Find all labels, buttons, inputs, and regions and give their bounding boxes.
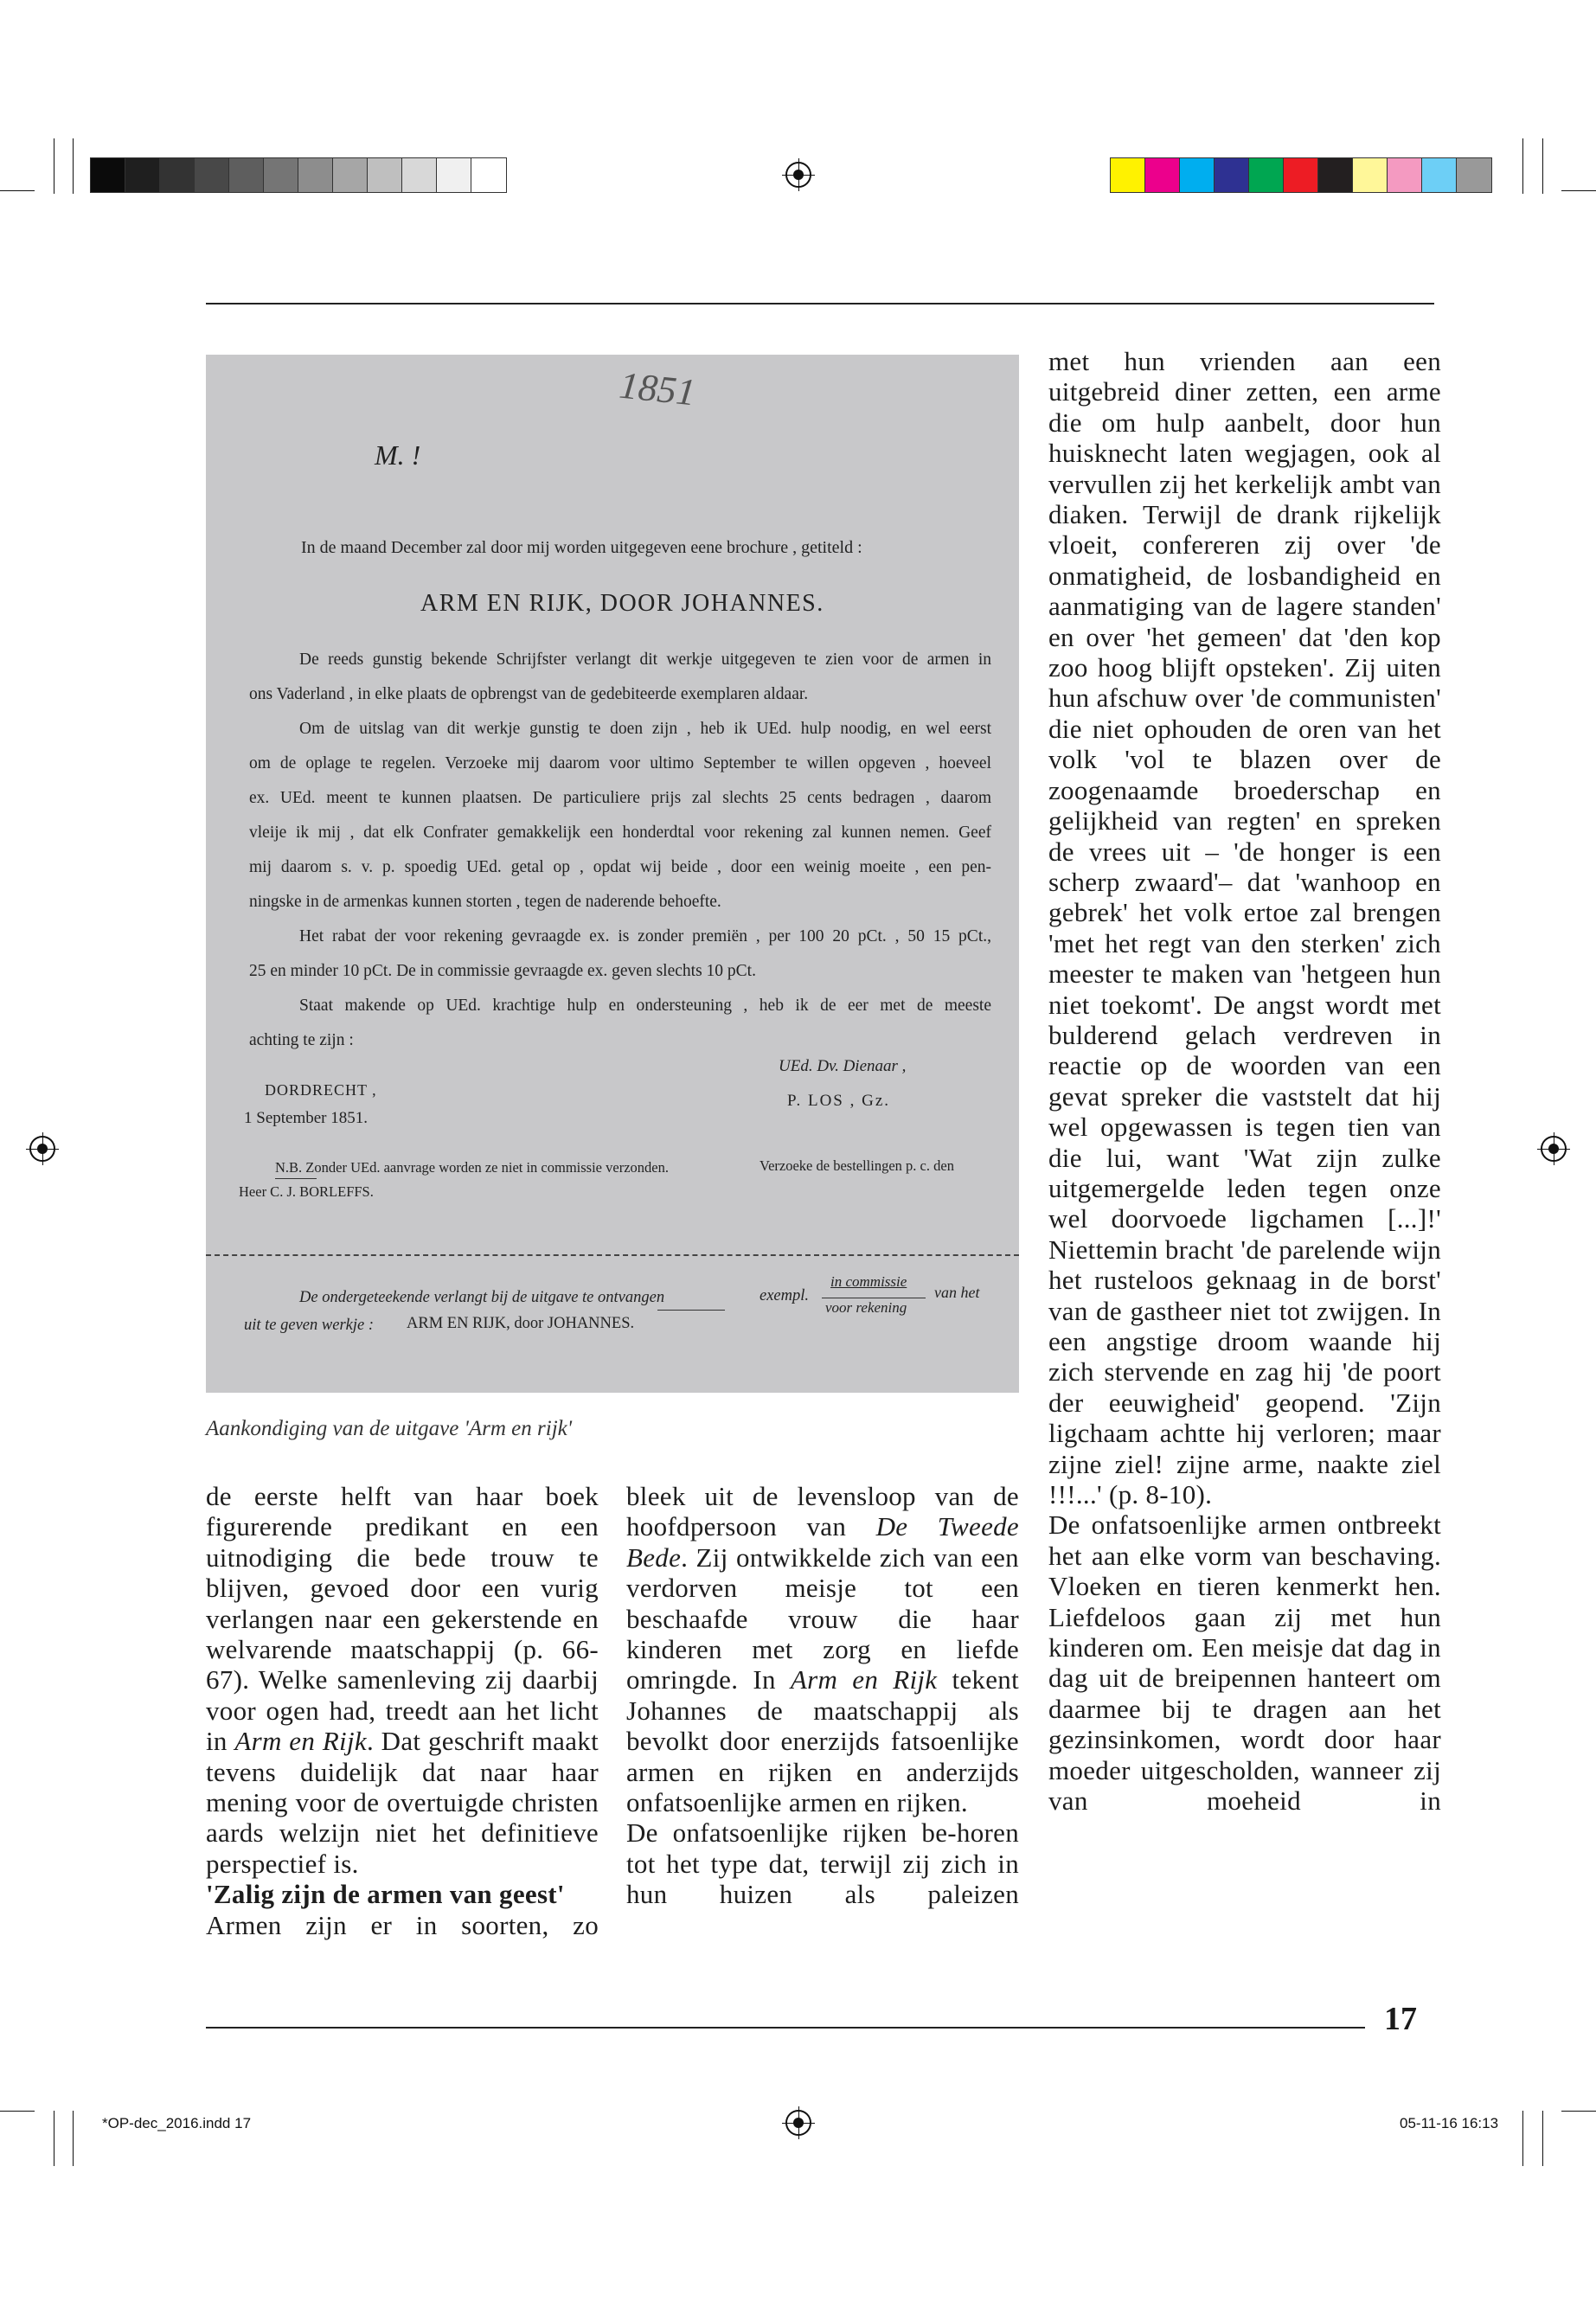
crop-mark: [1542, 2111, 1543, 2166]
color-swatch: [1215, 158, 1249, 192]
column-2: [626, 1481, 1019, 1910]
crop-mark: [0, 2111, 35, 2112]
grayscale-color-bar: [90, 157, 507, 193]
body-line: Om de uitslag van dit werkje gunstig te doen zijn , heb ik UEd. hulp noodig, en wel eerst: [299, 720, 991, 738]
closing: UEd. Dv. Dienaar ,: [779, 1057, 907, 1075]
salutation: M. !: [375, 439, 421, 471]
crop-mark: [0, 190, 35, 191]
registration-mark-icon: [785, 162, 811, 188]
header-rule: [206, 303, 1434, 304]
footer-rule: [206, 2027, 1365, 2029]
gray-swatch: [298, 158, 333, 192]
date: 1 September 1851.: [244, 1109, 369, 1127]
form-line: De ondergeteekende verlangt bij de uitgave te ontvangen: [299, 1289, 665, 1306]
paragraph: de eerste helft van haar boek figurerende predikant en een uitnodiging die bede trouw te blijven, gevoed door een vurig verlangen naar een gekerstende en welvarende maatschappij (p. 66-67). Welke samenleving zij daarbij voor ogen had, treedt aan het licht in Arm en Rijk. Dat geschrift maakt tevens duidelijk dat naar haar mening voor de overtuigde christen aards welzijn niet het definitieve perspectief is.: [206, 1481, 599, 1879]
gray-swatch: [333, 158, 368, 192]
nb-line: Heer C. J. BORLEFFS.: [239, 1183, 374, 1200]
body-line: achting te zijn :: [249, 1031, 354, 1049]
form-blank: [657, 1310, 725, 1311]
paragraph: met hun vrienden aan een uitgebreid diner zetten, een arme die om hulp aanbelt, door hun huisknecht laten wegjagen, ook al vervullen zij het kerkelijk ambt van diaken. Terwijl de drank rijkelijk vloeit, confereren zij over 'de onmatigheid, de losbandigheid en aanmatiging van de lagere standen' en over 'het gemeen' dat 'den kop zoo hoog blijft opsteken'. Zij uiten hun afschuw over 'de communisten' die niet ophouden de oren van het volk 'vol te blazen over de zoogenaamde broederschap en gelijkheid van regten' en spreken de vrees uit – 'de honger is een scherp zwaard'– dat 'wanhoop en gebrek' het volk ertoe zal brengen 'met het regt van den sterken' zich meester te maken van 'hetgeen hun niet toekomt'. De angst wordt met bulderend gelach verdreven in reactie op de woorden van een gevat spreker die vaststelt dat hij wel opgewassen is tegen tien van die lui, want 'Wat zijn zulke uitgemergelde leden tegen onze wel doorvoede ligchamen [...]!' Niettemin bracht 'de parelende wijn het rusteloos geknaag in de borst' van de gastheer niet tot zwijgen. In een angstige droom waande hij zich stervende en zag hij 'de poort der eeuwigheid' geopend. 'Zijn ligchaam achtte hij verloren; maar zijne ziel! zijne arme, naakte ziel !!!...' (p. 8-10).: [1048, 346, 1441, 1510]
image-caption: Aankondiging van de uitgave 'Arm en rijk': [206, 1417, 573, 1440]
crop-mark: [1561, 190, 1596, 191]
body-line: De reeds gunstig bekende Schrijfster verlangt dit werkje uitgegeven te zien voor de armen in: [299, 651, 991, 669]
registration-mark-icon: [1541, 1136, 1567, 1162]
color-swatch: [1353, 158, 1388, 192]
color-swatch: [1145, 158, 1180, 192]
crop-mark: [1561, 2111, 1596, 2112]
place: DORDRECHT ,: [265, 1081, 377, 1099]
body-line: vleije ik mij , dat elk Confrater gemakkelijk een honderdtal voor rekening zal kunnen nemen. Geef: [249, 824, 991, 842]
form-van-het: van het: [934, 1284, 980, 1301]
gray-swatch: [368, 158, 402, 192]
form-voor-rekening: voor rekening: [825, 1299, 907, 1316]
page-number: 17: [1384, 2001, 1417, 2037]
gray-swatch: [229, 158, 264, 192]
form-title: ARM EN RIJK, door JOHANNES.: [407, 1315, 635, 1332]
body-line: ningske in de armenkas kunnen storten , tegen de naderende behoefte.: [249, 893, 721, 911]
gray-swatch: [125, 158, 160, 192]
paragraph: De onfatsoenlijke rijken be-horen tot het type dat, terwijl zij zich in hun huizen als paleizen: [626, 1817, 1019, 1910]
paragraph: De onfatsoenlijke armen ontbreekt het aan elke vorm van beschaving. Vloeken en tieren kenmerkt hen. Liefdeloos gaan zij met hun kinderen om. Een meisje dat dag in dag uit de breipennen hanteert om daarmee bij te dragen aan het gezinsinkomen, wordt door haar moeder uitgescholden, wanneer zij van moeheid in: [1048, 1509, 1441, 1817]
color-swatch: [1111, 158, 1145, 192]
section-heading: 'Zalig zijn de armen van geest': [206, 1879, 565, 1910]
nb-underline: [275, 1178, 317, 1179]
slug-timestamp: 05-11-16 16:13: [1400, 2115, 1499, 2131]
form-in-commissie: in commissie: [830, 1273, 907, 1290]
body-line: 25 en minder 10 pCt. De in commissie gevraagde ex. geven slechts 10 pCt.: [249, 962, 756, 980]
crop-mark: [73, 2111, 74, 2166]
body-line: Staat makende op UEd. krachtige hulp en ondersteuning , heb ik de eer met de meeste: [299, 997, 991, 1015]
gray-swatch: [195, 158, 229, 192]
body-line: mij daarom s. v. p. spoedig UEd. getal op , opdat wij beide , door een weinig moeite , een pen-: [249, 858, 991, 876]
color-swatch: [1422, 158, 1457, 192]
handwritten-year: 1851: [617, 363, 698, 414]
color-swatch: [1180, 158, 1215, 192]
announcement-scan: [206, 355, 1019, 1393]
form-exempl: exempl.: [760, 1287, 810, 1304]
color-swatch: [1284, 158, 1318, 192]
gray-swatch: [402, 158, 437, 192]
paragraph: Armen zijn er in soorten, zo: [206, 1909, 599, 1940]
color-swatch: [1318, 158, 1353, 192]
form-line: uit te geven werkje :: [244, 1317, 374, 1334]
crop-mark: [1522, 138, 1523, 194]
nb-line: N.B. Zonder UEd. aanvrage worden ze niet in commissie verzonden.: [275, 1159, 669, 1176]
nb-line-right: Verzoeke de bestellingen p. c. den: [760, 1157, 954, 1174]
registration-mark-icon: [29, 1136, 55, 1162]
book-title: ARM EN RIJK, DOOR JOHANNES.: [420, 590, 824, 617]
body-line: Het rabat der voor rekening gevraagde ex. is zonder premiën , per 100 20 pCt. , 50 15 pCt.,: [299, 927, 991, 945]
gray-swatch: [160, 158, 195, 192]
slug-filename: *OP-dec_2016.indd 17: [102, 2115, 252, 2131]
gray-swatch: [91, 158, 125, 192]
crop-mark: [73, 138, 74, 194]
body-line: om de oplage te regelen. Verzoeke mij daarom voor ultimo September te willen opgeven , hoeveel: [249, 754, 991, 772]
signature: P. LOS , Gz.: [787, 1092, 891, 1110]
column-1: [206, 1481, 599, 1940]
form-separator: [206, 1254, 1019, 1257]
column-3: [1048, 346, 1441, 1817]
paragraph: bleek uit de levensloop van de hoofdpersoon van De Tweede Bede. Zij ontwikkelde zich van een verdorven meisje tot een beschaafde vrouw die haar kinderen met zorg en liefde omringde. In Arm en Rijk tekent Johannes de maatschappij als bevolkt door enerzijds fatsoenlijke armen en rijken en anderzijds onfatsoenlijke armen en rijken.: [626, 1481, 1019, 1818]
crop-mark: [1542, 138, 1543, 194]
body-line: ex. UEd. meent te kunnen plaatsen. De particuliere prijs zal slechts 25 cents bedragen , daarom: [249, 789, 991, 807]
registration-mark-icon: [785, 2110, 811, 2136]
crop-mark: [1522, 2111, 1523, 2166]
body-line: ons Vaderland , in elke plaats de opbrengst van de gedebiteerde exemplaren aldaar.: [249, 685, 809, 703]
gray-swatch: [471, 158, 506, 192]
intro-line: In de maand December zal door mij worden uitgegeven eene brochure , getiteld :: [301, 538, 862, 557]
color-swatch: [1457, 158, 1491, 192]
color-swatch: [1249, 158, 1284, 192]
color-swatch: [1388, 158, 1422, 192]
gray-swatch: [437, 158, 471, 192]
gray-swatch: [264, 158, 298, 192]
process-color-bar: [1110, 157, 1492, 193]
